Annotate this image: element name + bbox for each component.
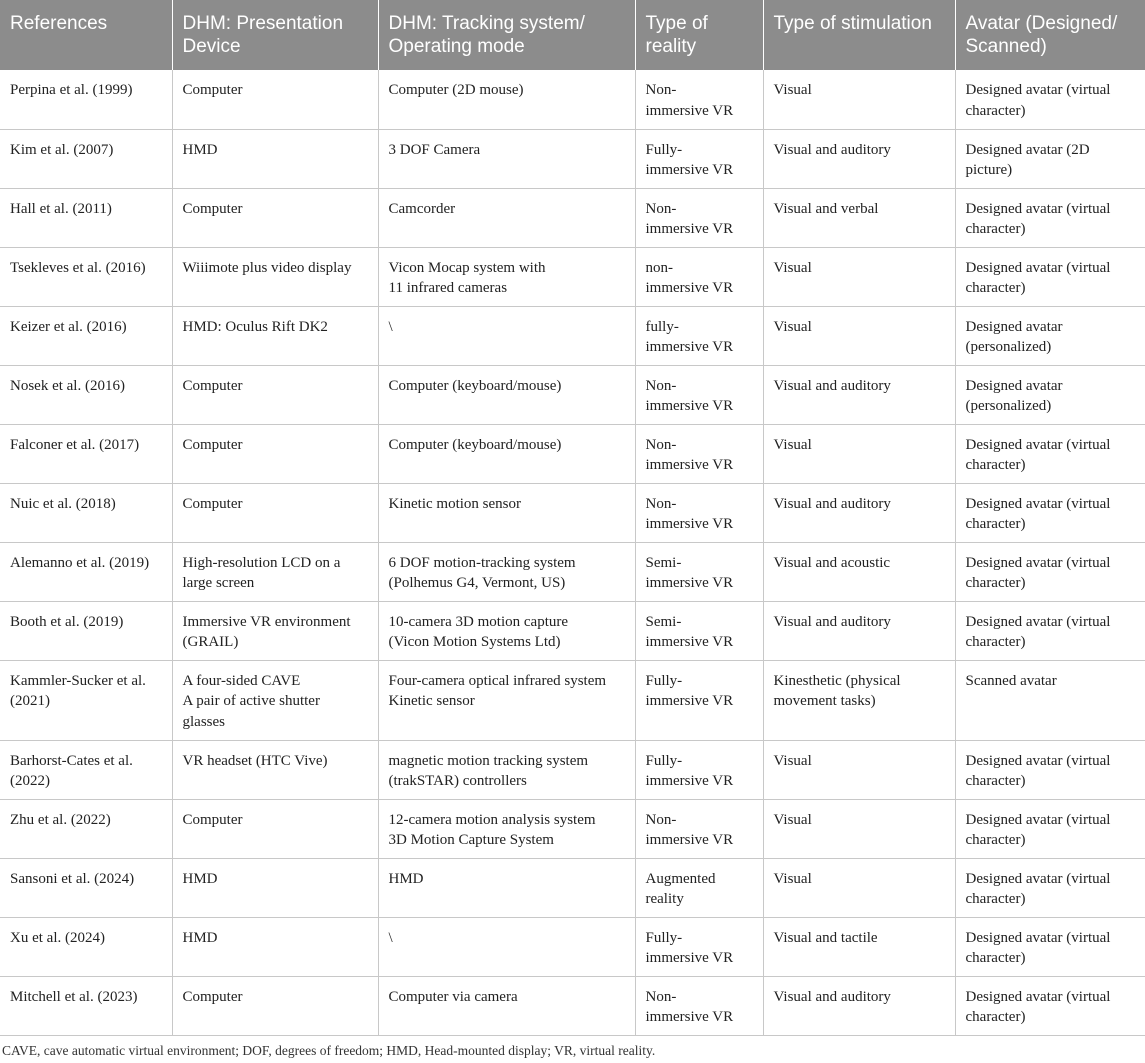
presentation-device-cell: Computer — [172, 424, 378, 483]
avatar-cell: Designed avatar (virtual character) — [955, 858, 1145, 917]
reference-cell: Sansoni et al. (2024) — [0, 858, 172, 917]
reference-cell: Zhu et al. (2022) — [0, 799, 172, 858]
stimulation-cell: Visual — [763, 247, 955, 306]
tracking-system-cell: Computer (keyboard/mouse) — [378, 365, 635, 424]
avatar-cell: Designed avatar (virtual character) — [955, 976, 1145, 1035]
presentation-device-cell: Computer — [172, 70, 378, 129]
avatar-cell: Designed avatar (virtual character) — [955, 740, 1145, 799]
table-row — [0, 188, 1145, 247]
tracking-system-cell: 12-camera motion analysis system 3D Motion Capture System — [378, 799, 635, 858]
stimulation-cell: Visual — [763, 740, 955, 799]
presentation-device-cell: Computer — [172, 483, 378, 542]
avatar-cell: Designed avatar (virtual character) — [955, 424, 1145, 483]
table-row — [0, 365, 1145, 424]
header-avatar: Avatar (Designed/ Scanned) — [955, 0, 1145, 70]
stimulation-cell: Visual — [763, 799, 955, 858]
stimulation-cell: Visual and auditory — [763, 976, 955, 1035]
presentation-device-cell: HMD — [172, 858, 378, 917]
presentation-device-cell: Wiiimote plus video display — [172, 247, 378, 306]
reference-cell: Perpina et al. (1999) — [0, 70, 172, 129]
presentation-device-cell: A four-sided CAVE A pair of active shutter glasses — [172, 660, 378, 740]
tracking-system-cell: Four-camera optical infrared system Kinetic sensor — [378, 660, 635, 740]
stimulation-cell: Visual — [763, 424, 955, 483]
reference-cell: Keizer et al. (2016) — [0, 306, 172, 365]
table-row — [0, 247, 1145, 306]
reality-type-cell: Augmented reality — [635, 858, 763, 917]
header-references: References — [0, 0, 172, 70]
presentation-device-cell: HMD: Oculus Rift DK2 — [172, 306, 378, 365]
stimulation-cell: Visual and auditory — [763, 601, 955, 660]
tracking-system-cell: Vicon Mocap system with 11 infrared cameras — [378, 247, 635, 306]
reality-type-cell: Semi- immersive VR — [635, 542, 763, 601]
stimulation-cell: Kinesthetic (physical movement tasks) — [763, 660, 955, 740]
tracking-system-cell: Camcorder — [378, 188, 635, 247]
reference-cell: Nosek et al. (2016) — [0, 365, 172, 424]
table-row — [0, 424, 1145, 483]
table-row — [0, 483, 1145, 542]
table-row — [0, 976, 1145, 1035]
tracking-system-cell: \ — [378, 306, 635, 365]
reference-cell: Kammler-Sucker et al. (2021) — [0, 660, 172, 740]
reference-cell: Mitchell et al. (2023) — [0, 976, 172, 1035]
reference-cell: Xu et al. (2024) — [0, 917, 172, 976]
avatar-cell: Designed avatar (virtual character) — [955, 247, 1145, 306]
reality-type-cell: Non- immersive VR — [635, 483, 763, 542]
avatar-cell: Scanned avatar — [955, 660, 1145, 740]
tracking-system-cell: HMD — [378, 858, 635, 917]
stimulation-cell: Visual and tactile — [763, 917, 955, 976]
stimulation-cell: Visual and auditory — [763, 365, 955, 424]
reality-type-cell: Non- immersive VR — [635, 424, 763, 483]
reality-type-cell: Fully- immersive VR — [635, 740, 763, 799]
header-type-of-stimulation: Type of stimulation — [763, 0, 955, 70]
presentation-device-cell: Computer — [172, 188, 378, 247]
table-row — [0, 799, 1145, 858]
table-row — [0, 858, 1145, 917]
tracking-system-cell: Computer (keyboard/mouse) — [378, 424, 635, 483]
avatar-cell: Designed avatar (virtual character) — [955, 601, 1145, 660]
header-tracking-system: DHM: Tracking system/ Operating mode — [378, 0, 635, 70]
table-row — [0, 660, 1145, 740]
stimulation-cell: Visual — [763, 70, 955, 129]
stimulation-cell: Visual — [763, 306, 955, 365]
tracking-system-cell: magnetic motion tracking system (trakSTAR) controllers — [378, 740, 635, 799]
header-row — [0, 0, 1145, 70]
reality-type-cell: non- immersive VR — [635, 247, 763, 306]
reality-type-cell: Non- immersive VR — [635, 799, 763, 858]
tracking-system-cell: 3 DOF Camera — [378, 129, 635, 188]
presentation-device-cell: VR headset (HTC Vive) — [172, 740, 378, 799]
table-row — [0, 601, 1145, 660]
header-type-of-reality: Type of reality — [635, 0, 763, 70]
reality-type-cell: Fully- immersive VR — [635, 917, 763, 976]
avatar-cell: Designed avatar (virtual character) — [955, 70, 1145, 129]
table-row — [0, 306, 1145, 365]
reality-type-cell: Fully- immersive VR — [635, 129, 763, 188]
table-row — [0, 70, 1145, 129]
reality-type-cell: Non- immersive VR — [635, 188, 763, 247]
stimulation-cell: Visual and acoustic — [763, 542, 955, 601]
reality-type-cell: Non- immersive VR — [635, 365, 763, 424]
reference-cell: Barhorst-Cates et al. (2022) — [0, 740, 172, 799]
reference-cell: Tsekleves et al. (2016) — [0, 247, 172, 306]
reference-cell: Hall et al. (2011) — [0, 188, 172, 247]
avatar-cell: Designed avatar (2D picture) — [955, 129, 1145, 188]
header-presentation-device: DHM: Presentation Device — [172, 0, 378, 70]
presentation-device-cell: Immersive VR environment (GRAIL) — [172, 601, 378, 660]
tracking-system-cell: Kinetic motion sensor — [378, 483, 635, 542]
avatar-cell: Designed avatar (virtual character) — [955, 483, 1145, 542]
reality-type-cell: Fully- immersive VR — [635, 660, 763, 740]
avatar-cell: Designed avatar (personalized) — [955, 306, 1145, 365]
table-footnote: CAVE, cave automatic virtual environment; DOF, degrees of freedom; HMD, Head-mounted display; VR, virtual reality. — [2, 1042, 656, 1058]
reality-type-cell: Semi- immersive VR — [635, 601, 763, 660]
table-row — [0, 129, 1145, 188]
stimulation-cell: Visual and auditory — [763, 483, 955, 542]
tracking-system-cell: Computer (2D mouse) — [378, 70, 635, 129]
reality-type-cell: fully- immersive VR — [635, 306, 763, 365]
avatar-cell: Designed avatar (virtual character) — [955, 799, 1145, 858]
reference-cell: Kim et al. (2007) — [0, 129, 172, 188]
presentation-device-cell: Computer — [172, 365, 378, 424]
presentation-device-cell: Computer — [172, 799, 378, 858]
table-row — [0, 542, 1145, 601]
presentation-device-cell: HMD — [172, 129, 378, 188]
tracking-system-cell: \ — [378, 917, 635, 976]
reality-type-cell: Non- immersive VR — [635, 976, 763, 1035]
reference-cell: Alemanno et al. (2019) — [0, 542, 172, 601]
table-row — [0, 917, 1145, 976]
presentation-device-cell: Computer — [172, 976, 378, 1035]
avatar-cell: Designed avatar (virtual character) — [955, 917, 1145, 976]
presentation-device-cell: HMD — [172, 917, 378, 976]
reference-cell: Nuic et al. (2018) — [0, 483, 172, 542]
stimulation-cell: Visual — [763, 858, 955, 917]
reality-type-cell: Non- immersive VR — [635, 70, 763, 129]
avatar-cell: Designed avatar (personalized) — [955, 365, 1145, 424]
reference-cell: Booth et al. (2019) — [0, 601, 172, 660]
avatar-cell: Designed avatar (virtual character) — [955, 542, 1145, 601]
reference-cell: Falconer et al. (2017) — [0, 424, 172, 483]
presentation-device-cell: High-resolution LCD on a large screen — [172, 542, 378, 601]
table-row — [0, 740, 1145, 799]
stimulation-cell: Visual and auditory — [763, 129, 955, 188]
tracking-system-cell: 6 DOF motion-tracking system (Polhemus G4, Vermont, US) — [378, 542, 635, 601]
tracking-system-cell: Computer via camera — [378, 976, 635, 1035]
avatar-cell: Designed avatar (virtual character) — [955, 188, 1145, 247]
tracking-system-cell: 10-camera 3D motion capture (Vicon Motion Systems Ltd) — [378, 601, 635, 660]
stimulation-cell: Visual and verbal — [763, 188, 955, 247]
